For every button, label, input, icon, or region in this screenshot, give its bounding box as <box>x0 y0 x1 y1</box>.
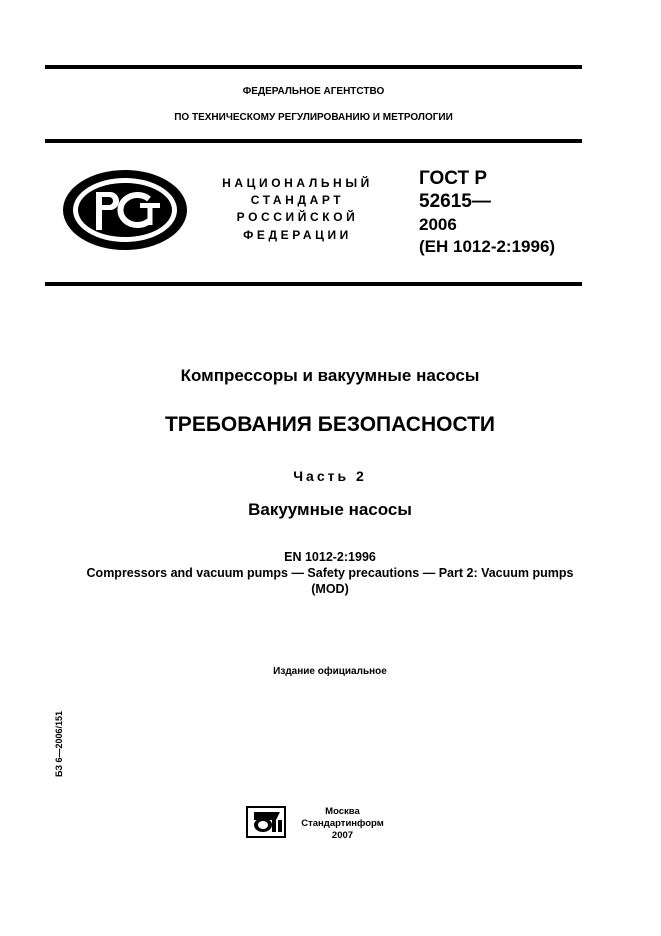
gost-code-line-4: (ЕН 1012-2:1996) <box>419 237 556 256</box>
national-line-4: ФЕДЕРАЦИИ <box>243 228 352 242</box>
top-rule <box>45 65 582 69</box>
standartinform-logo-icon <box>246 806 286 838</box>
gost-code-line-3: 2006 <box>419 215 457 234</box>
national-line-3: РОССИЙСКОЙ <box>236 210 359 224</box>
gost-code-line-2: 52615— <box>419 191 491 212</box>
block-rule <box>45 282 582 286</box>
requirements-title: ТРЕБОВАНИЯ БЕЗОПАСНОСТИ <box>164 413 496 436</box>
national-line-1: НАЦИОНАЛЬНЫЙ <box>222 176 373 190</box>
publisher-year: 2007 <box>331 830 354 841</box>
publisher-name: Стандартинформ <box>301 818 384 829</box>
en-code: EN 1012-2:1996 <box>284 550 376 564</box>
mod-label: (MOD) <box>311 582 349 596</box>
agency-line-2: ПО ТЕХНИЧЕСКОМУ РЕГУЛИРОВАНИЮ И МЕТРОЛОГИИ <box>174 112 453 123</box>
header-rule <box>45 139 582 143</box>
gost-r-emblem-icon <box>60 167 190 253</box>
agency-line-1: ФЕДЕРАЛЬНОЕ АГЕНТСТВО <box>242 86 385 97</box>
document-title: Компрессоры и вакуумные насосы <box>180 366 480 385</box>
side-code: БЗ 6—2006/151 <box>54 710 64 777</box>
part-label: Часть 2 <box>293 468 367 484</box>
part-subtitle: Вакуумные насосы <box>248 500 412 519</box>
en-title: Compressors and vacuum pumps — Safety precautions — Part 2: Vacuum pumps <box>86 566 574 580</box>
publisher-city: Москва <box>325 806 360 817</box>
gost-code-line-1: ГОСТ Р <box>419 168 488 189</box>
edition-label: Издание официальное <box>273 666 387 677</box>
national-line-2: СТАНДАРТ <box>250 193 345 207</box>
